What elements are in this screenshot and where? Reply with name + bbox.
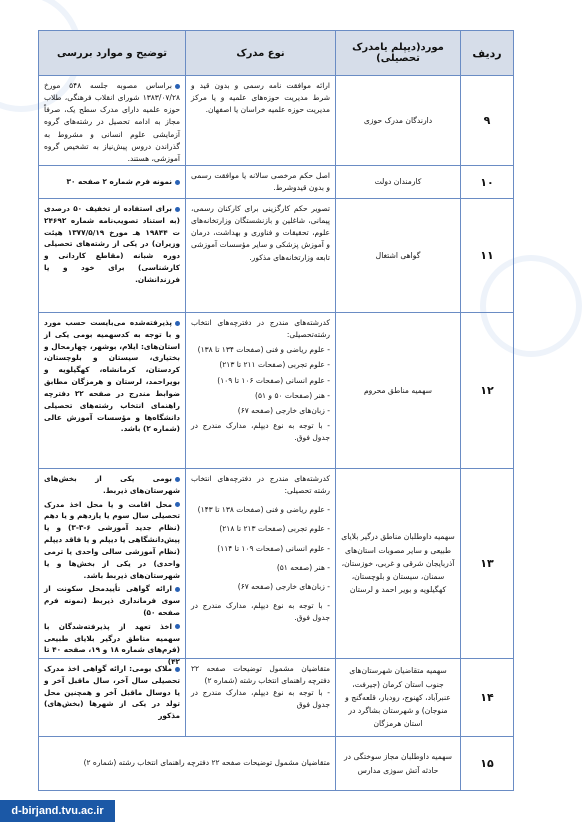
doc-type-cell bbox=[186, 469, 336, 659]
row-number: ۱۰ bbox=[480, 175, 494, 189]
item-title: سهمیه متقاضیان شهرستان‌های جنوب استان کرمان (جیرفت، عنبرآباد، کهنوج، رودبار، قلعه‌گنج و منوجان) و شهرستان بشاگرد در استان هرمزگان bbox=[345, 666, 451, 729]
requirements-table bbox=[38, 30, 514, 791]
note-text: محل اقامت و یا محل اخذ مدرک تحصیلی سال سوم یا یازدهم و یا دهم (نظام جدید آموزشی ۶-۳-۳) و یا پیش‌دانشگاهی یا دیپلم و یا فاقد دیپلم (نظام آموزشی سالی واحدی یا ترمی واحدی) در یکی از بخش‌ها و یا شهرستان‌های ذیربط باشد. bbox=[44, 499, 180, 580]
row-number-cell bbox=[461, 313, 514, 469]
doc-type-cell bbox=[186, 313, 336, 469]
item-title: دارندگان مدرک حوزی bbox=[363, 115, 433, 125]
item-title: کارمندان دولت bbox=[374, 177, 422, 187]
bullet-icon bbox=[175, 207, 180, 212]
item-title: سهمیه داوطلبان مجاز سوختگی در حادثه آتش سوزی مدارس bbox=[344, 752, 452, 775]
doc-type-text: متقاضیان مشمول توضیحات صفحه ۲۲ دفترچه راهنمای انتخاب رشته (شماره ۲) bbox=[191, 664, 330, 686]
note-text: براساس مصوبه جلسه ۵۴۸ مورخ ۱۳۸۳/۰۷/۲۸ شورای انقلاب فرهنگی، طلاب حوزه علمیه دارای مدرک سطح یک، صرفاً مجاز به ادامه تحصیل در رشته‌های گروه آزمایشی علوم انسانی و مشروط به گذراندن دروس پیش‌نیاز به تشخیص گروه آموزشی، هستند. bbox=[44, 81, 180, 163]
item-title: سهمیه داوطلبان مناطق درگیر بلایای طبیعی و سایر مصوبات استان‌های آذربایجان شرقی و غربی، خوزستان، سمنان، سیستان و بلوچستان، کهگیلویه و بویر احمد و لرستان bbox=[341, 532, 455, 595]
item-cell bbox=[336, 659, 461, 737]
doc-type-list-item: - علوم انسانی (صفحات ۱۰۶ تا ۱۰۹) bbox=[217, 375, 330, 385]
doc-type-cell bbox=[39, 737, 336, 791]
table-row bbox=[39, 76, 514, 166]
item-cell bbox=[336, 469, 461, 659]
note-item bbox=[44, 203, 180, 286]
row-number-cell bbox=[461, 166, 514, 199]
table-row bbox=[39, 737, 514, 791]
item-cell bbox=[336, 76, 461, 166]
bullet-icon bbox=[175, 84, 180, 89]
note-item bbox=[44, 499, 180, 582]
doc-type-list-item: - هنر (صفحه ۵۱) bbox=[276, 562, 330, 572]
site-url-banner[interactable] bbox=[0, 800, 115, 822]
doc-type-list-item: - علوم ریاضی و فنی (صفحات ۱۳۸ تا ۱۴۳) bbox=[197, 505, 330, 515]
doc-type-intro: کدرشته‌های مندرج در دفترچه‌های انتخاب رشته تحصیلی: bbox=[191, 474, 330, 496]
doc-type-text: اصل حکم مرخصی سالانه یا موافقت رسمی و بدون قیدوشرط. bbox=[191, 171, 330, 193]
item-title: سهمیه مناطق محروم bbox=[363, 385, 433, 395]
notes-cell bbox=[39, 313, 186, 469]
table-row bbox=[39, 166, 514, 199]
note-item bbox=[44, 317, 180, 435]
doc-type-list-item: - هنر (صفحات ۵۰ و ۵۱) bbox=[255, 390, 330, 400]
bullet-icon bbox=[175, 502, 180, 507]
note-item bbox=[44, 663, 180, 722]
note-item bbox=[44, 473, 180, 497]
doc-type-text: ارائه موافقت نامه رسمی و بدون قید و شرط مدیریت حوزه‌های علمیه و یا مرکز مدیریت حوزه علمیه خراسان یا اصفهان. bbox=[191, 81, 330, 115]
doc-type-text: تصویر حکم کارگزینی برای کارکنان رسمی، پیمانی، شاغلین و بازنشستگان وزارتخانه‌های علوم، تحقیقات و فناوری و بهداشت، درمان و آموزش پزشکی و سایر مؤسسات آموزشی تابعه وزارتخانه‌های مذکور. bbox=[191, 204, 330, 262]
doc-type-list-item: - با توجه به نوع دیپلم، مدارک مندرج در جدول فوق bbox=[191, 688, 330, 710]
notes-cell bbox=[39, 76, 186, 166]
doc-type-cell bbox=[186, 76, 336, 166]
doc-type-list-item: - با توجه به نوع دیپلم، مدارک مندرج در جدول فوق. bbox=[191, 600, 330, 623]
header-item bbox=[336, 31, 461, 76]
doc-type-intro: کدرشته‌های مندرج در دفترچه‌های انتخاب رشته‌تحصیلی: bbox=[191, 318, 330, 340]
header-doc-type bbox=[186, 31, 336, 76]
bullet-icon bbox=[175, 587, 180, 592]
table-row bbox=[39, 659, 514, 737]
doc-type-list-item: - علوم ریاضی و فنی (صفحات ۱۳۴ تا ۱۳۸) bbox=[197, 345, 330, 355]
notes-cell bbox=[39, 659, 186, 737]
row-number: ۱۲ bbox=[480, 384, 494, 397]
notes-cell bbox=[39, 469, 186, 667]
note-text: پذیرفته‌شده می‌بایست حسب مورد و با توجه به کدسهمیه بومی یکی از استان‌های: ایلام، بوشهر، چهارمحال و بختیاری، سیستان و بلوچستان، کردستان، کرمانشاه، کهگیلویه و بویراحمد، لرستان و هرمزگان مطابق ضوابط مندرج در صفحه ۲۲ دفترچه راهنمای انتخاب رشته‌های تحصیلی دانشگاه‌ها و مؤسسات آموزش عالی (شماره ۲) باشد. bbox=[44, 318, 180, 434]
item-cell bbox=[336, 166, 461, 199]
note-text: برای استفاده از تخفیف ۵۰ درصدی (به استناد تصویب‌نامه شماره ۲۴۶۹۲ ت ۱۹۸۴۴ هـ مورخ ۱۳۷۷/۵/۱۹ هیئت وزیران) در یکی از رشته‌های تحصیلی دوره شبانه (مقاطع کاردانی و کارشناسی) برای خود و یا فرزندانشان. bbox=[44, 204, 180, 284]
note-item bbox=[44, 80, 180, 165]
row-number: ۱۴ bbox=[480, 691, 494, 704]
bullet-icon bbox=[175, 180, 180, 185]
note-text: ملاک بومی: ارائه گواهی اخذ مدرک تحصیلی سال آخر، سال ماقبل آخر و یا دوسال ماقبل آخر و همچنین محل تولد در یکی از شهرها (بخش‌های) مذکور bbox=[44, 664, 180, 721]
row-number-cell bbox=[461, 659, 514, 737]
doc-type-cell bbox=[186, 199, 336, 313]
item-cell bbox=[336, 313, 461, 469]
header-notes bbox=[39, 31, 186, 76]
row-number-cell bbox=[461, 199, 514, 313]
notes-cell bbox=[39, 166, 186, 199]
header-doc-type-label: نوع مدرک bbox=[236, 47, 285, 59]
header-item-label: مورد(دیپلم یامدرک تحصیلی) bbox=[352, 42, 444, 64]
note-text: اخذ تعهد از پذیرفته‌شدگان با سهمیه مناطق درگیر بلایای طبیعی (فرم‌های شماره ۱۸ و ۱۹، صفحه ۴۰ تا ۴۲) bbox=[44, 621, 180, 667]
bullet-icon bbox=[175, 624, 180, 629]
table-row bbox=[39, 469, 514, 659]
note-text: نمونه فرم شماره ۲ صفحه ۳۰ bbox=[66, 177, 172, 187]
header-row-number bbox=[461, 31, 514, 76]
header-notes-label: توضیح و موارد بررسی bbox=[56, 47, 168, 59]
doc-type-text: متقاضیان مشمول توضیحات صفحه ۲۲ دفترچه راهنمای انتخاب رشته (شماره ۲) bbox=[83, 758, 330, 768]
doc-type-list-item: - علوم تجربی (صفحات ۲۱۱ تا ۲۱۳) bbox=[219, 360, 330, 370]
row-number: ۱۳ bbox=[480, 557, 494, 570]
item-cell bbox=[336, 737, 461, 791]
note-text: ارائه گواهی تأییدمحل سکونت از سوی فرمانداری ذیربط (نمونه فرم صفحه ۵۰) bbox=[44, 584, 180, 617]
notes-cell bbox=[39, 199, 186, 313]
bullet-icon bbox=[175, 321, 180, 326]
table-row bbox=[39, 313, 514, 469]
bullet-icon bbox=[175, 667, 180, 672]
item-title: گواهی اشتغال bbox=[375, 250, 421, 260]
item-cell bbox=[336, 199, 461, 313]
note-item bbox=[44, 583, 180, 618]
doc-type-list-item: - علوم انسانی (صفحات ۱۰۹ تا ۱۱۴) bbox=[217, 543, 330, 553]
note-text: بومی یکی از بخش‌های شهرستان‌های ذیربط. bbox=[44, 474, 180, 495]
row-number-cell bbox=[461, 737, 514, 791]
doc-type-cell bbox=[186, 659, 336, 737]
doc-type-list-item: - با توجه به نوع دیپلم، مدارک مندرج در جدول فوق. bbox=[191, 420, 330, 443]
row-number: ۹ bbox=[483, 114, 491, 127]
doc-type-list-item: - زبان‌های خارجی (صفحه ۶۷) bbox=[237, 581, 330, 591]
row-number: ۱۵ bbox=[480, 757, 494, 770]
table-header-row bbox=[39, 31, 514, 76]
row-number-cell bbox=[461, 469, 514, 659]
doc-type-cell bbox=[186, 166, 336, 199]
note-item bbox=[44, 176, 180, 188]
table-row bbox=[39, 199, 514, 313]
row-number: ۱۱ bbox=[480, 249, 494, 262]
doc-type-list-item: - علوم تجربی (صفحات ۲۱۳ تا ۲۱۸) bbox=[219, 524, 330, 534]
doc-type-list-item: - زبان‌های خارجی (صفحه ۶۷) bbox=[237, 405, 330, 415]
header-row-number-label: ردیف bbox=[472, 46, 502, 60]
row-number-cell bbox=[461, 76, 514, 166]
bullet-icon bbox=[175, 477, 180, 482]
site-url[interactable]: d-birjand.tvu.ac.ir bbox=[11, 805, 104, 817]
